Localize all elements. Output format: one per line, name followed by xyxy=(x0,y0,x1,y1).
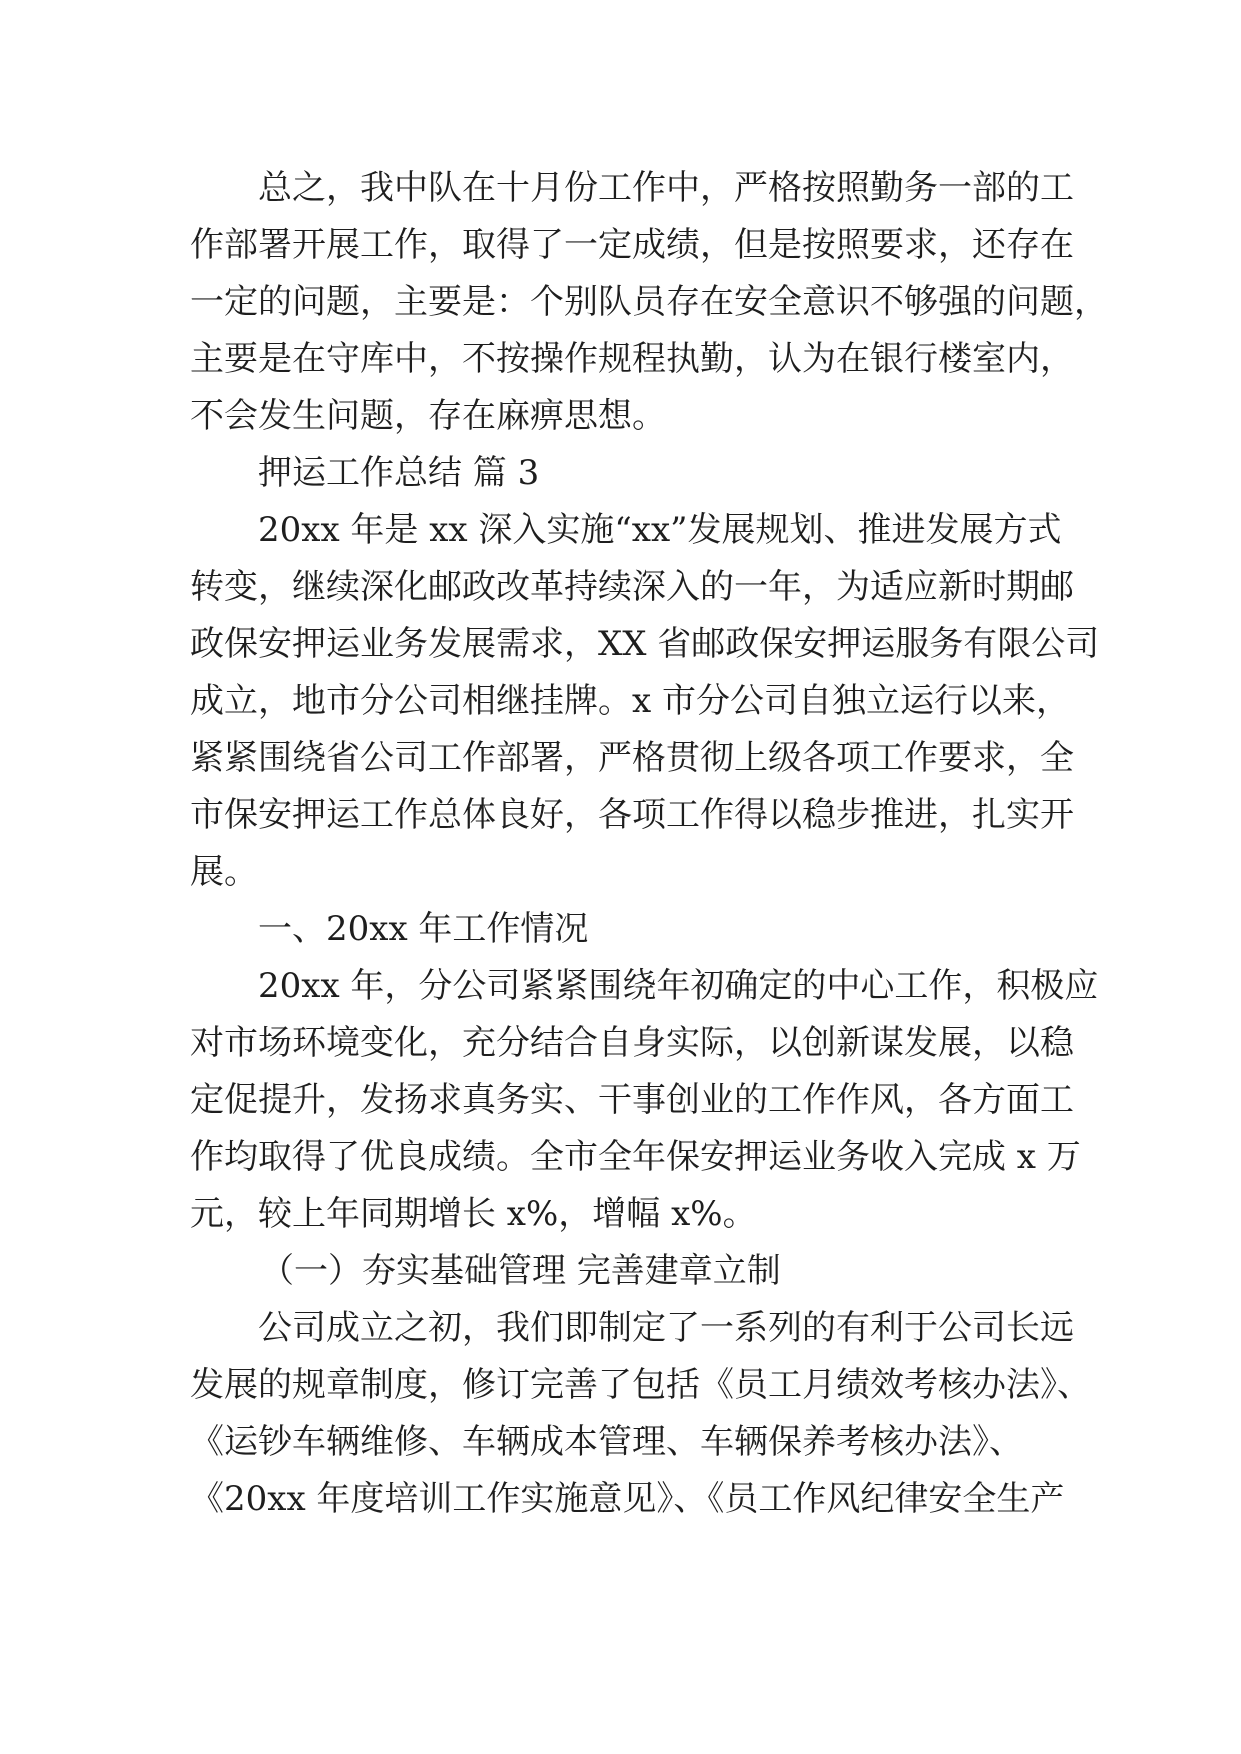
paragraph-line: 一定的问题，主要是：个别队员存在安全意识不够强的问题， xyxy=(190,282,1108,322)
paragraph-line: 政保安押运业务发展需求，XX 省邮政保安押运服务有限公司 xyxy=(190,624,1100,664)
paragraph-line: 对市场环境变化，充分结合自身实际，以创新谋发展，以稳 xyxy=(190,1023,1074,1063)
paragraph-line: 成立，地市分公司相继挂牌。x 市分公司自独立运行以来， xyxy=(190,681,1070,721)
paragraph-line: 紧紧围绕省公司工作部署，严格贯彻上级各项工作要求，全 xyxy=(190,738,1074,778)
section-heading: 押运工作总结 篇 3 xyxy=(258,453,540,493)
paragraph-line: 元，较上年同期增长 x%，增幅 x%。 xyxy=(190,1194,757,1234)
subsection-heading: （一）夯实基础管理 完善建章立制 xyxy=(260,1251,781,1291)
paragraph-line: 公司成立之初，我们即制定了一系列的有利于公司长远 xyxy=(258,1308,1074,1348)
paragraph-line: 转变，继续深化邮政改革持续深入的一年，为适应新时期邮 xyxy=(190,567,1074,607)
paragraph-line: 20xx 年，分公司紧紧围绕年初确定的中心工作，积极应 xyxy=(258,966,1099,1006)
paragraph-line: 20xx 年是 xx 深入实施“xx”发展规划、推进发展方式 xyxy=(258,510,1062,550)
paragraph-line: 市保安押运工作总体良好，各项工作得以稳步推进，扎实开 xyxy=(190,795,1074,835)
paragraph-line: 展。 xyxy=(190,852,258,892)
paragraph-line: 不会发生问题，存在麻痹思想。 xyxy=(190,396,666,436)
paragraph-line: 《运钞车辆维修、车辆成本管理、车辆保养考核办法》、 xyxy=(190,1422,1023,1462)
paragraph-line: 发展的规章制度，修订完善了包括《员工月绩效考核办法》、 xyxy=(190,1365,1091,1405)
paragraph-line: 作均取得了优良成绩。全市全年保安押运业务收入完成 x 万 xyxy=(190,1137,1081,1177)
paragraph-line: 定促提升，发扬求真务实、干事创业的工作作风，各方面工 xyxy=(190,1080,1074,1120)
paragraph-line: 主要是在守库中，不按操作规程执勤，认为在银行楼室内， xyxy=(190,339,1074,379)
section-heading: 一、20xx 年工作情况 xyxy=(258,909,589,949)
paragraph-line: 《20xx 年度培训工作实施意见》、《员工作风纪律安全生产 xyxy=(190,1479,1065,1519)
paragraph-line: 总之，我中队在十月份工作中，严格按照勤务一部的工 xyxy=(258,168,1074,208)
paragraph-line: 作部署开展工作，取得了一定成绩，但是按照要求，还存在 xyxy=(190,225,1074,265)
